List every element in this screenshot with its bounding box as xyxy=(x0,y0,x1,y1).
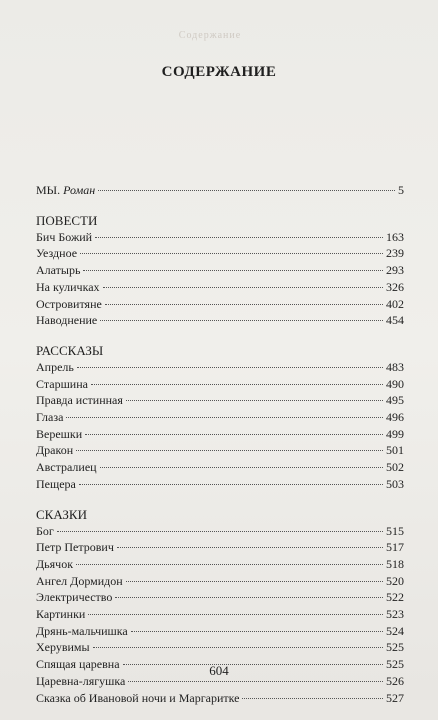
toc-entry-name: Дьячок xyxy=(36,556,74,571)
dot-leader xyxy=(88,614,383,615)
page-number: 604 xyxy=(209,663,229,678)
toc-entry xyxy=(36,623,404,640)
dot-leader xyxy=(79,484,383,485)
table-of-contents xyxy=(36,182,404,720)
dot-leader xyxy=(93,647,383,648)
toc-entry xyxy=(36,376,404,393)
toc-entry-page: 525 xyxy=(386,657,404,672)
toc-entry-name: Сказка об Ивановой ночи и Маргаритке xyxy=(36,690,240,705)
dot-leader xyxy=(76,564,383,565)
toc-entry xyxy=(36,182,404,199)
dot-leader xyxy=(76,450,383,451)
toc-entry-page: 525 xyxy=(386,640,404,655)
dot-leader xyxy=(100,320,383,321)
dot-leader xyxy=(105,304,383,305)
dot-leader xyxy=(103,287,383,288)
dot-leader xyxy=(115,597,383,598)
toc-sections xyxy=(36,213,404,707)
toc-entry-page: 520 xyxy=(386,573,404,588)
dot-leader xyxy=(242,698,383,699)
dot-leader xyxy=(80,253,383,254)
toc-entry-page: 503 xyxy=(386,476,404,491)
toc-entry xyxy=(36,442,404,459)
toc-entry xyxy=(36,459,404,476)
dot-leader xyxy=(57,531,383,532)
toc-entry-page: 454 xyxy=(386,313,404,328)
toc-entry xyxy=(36,229,404,246)
toc-entry-page: 517 xyxy=(386,540,404,555)
toc-entry-name: Херувимы xyxy=(36,640,90,655)
toc-entry xyxy=(36,690,404,707)
dot-leader xyxy=(66,417,383,418)
toc-entry-name: Наводнение xyxy=(36,313,98,328)
section-title: СКАЗКИ xyxy=(36,506,87,522)
toc-entry-name: Островитяне xyxy=(36,296,102,311)
toc-entry-page: 523 xyxy=(386,607,404,622)
toc-section xyxy=(36,213,404,329)
toc-entry-page: 515 xyxy=(386,523,404,538)
toc-entry-page: 490 xyxy=(386,376,404,391)
toc-entry-name: Царевна-лягушка xyxy=(36,673,126,688)
dot-leader xyxy=(128,681,383,682)
toc-entry-page: 326 xyxy=(386,279,404,294)
toc-entry xyxy=(36,312,404,329)
toc-entry-page: 502 xyxy=(386,460,404,475)
toc-entry-name: Дрянь-мальчишка xyxy=(36,623,128,638)
toc-entry-name xyxy=(36,182,95,199)
toc-entry-name: Бог xyxy=(36,523,54,538)
toc-entry xyxy=(36,476,404,493)
dot-leader xyxy=(83,270,383,271)
toc-entry-name: Правда истинная xyxy=(36,393,123,408)
toc-entry xyxy=(36,556,404,573)
toc-entry xyxy=(36,409,404,426)
toc-entry xyxy=(36,639,404,656)
toc-entry xyxy=(36,262,404,279)
toc-entry-name: Пещера xyxy=(36,476,76,491)
toc-entry xyxy=(36,606,404,623)
toc-entry-name: Ангел Дормидон xyxy=(36,573,123,588)
dot-leader xyxy=(95,237,383,238)
toc-entry-subtitle: Роман xyxy=(63,183,96,197)
dot-leader xyxy=(126,400,383,401)
toc-entry-page: 163 xyxy=(386,229,404,244)
toc-entry xyxy=(36,279,404,296)
running-head-bleedthrough: Содержание xyxy=(178,30,242,41)
toc-entry xyxy=(36,589,404,606)
toc-entry-name: Бич Божий xyxy=(36,229,93,244)
toc-entry-name: На куличках xyxy=(36,279,100,294)
toc-entry-page: 496 xyxy=(386,410,404,425)
section-title: ПОВЕСТИ xyxy=(36,212,98,228)
dot-leader xyxy=(131,631,383,632)
toc-entry xyxy=(36,359,404,376)
toc-entry xyxy=(36,426,404,443)
toc-entry-page: 239 xyxy=(386,246,404,261)
toc-entry xyxy=(36,539,404,556)
toc-entry-page: 527 xyxy=(386,690,404,705)
toc-entry-name: Старшина xyxy=(36,376,88,391)
toc-entry-name: Верешки xyxy=(36,426,83,441)
toc-entry-name: Глаза xyxy=(36,410,64,425)
toc-entry-name: Алатырь xyxy=(36,263,81,278)
toc-entry-name: Апрель xyxy=(36,359,74,374)
toc-entry-page: 522 xyxy=(386,590,404,605)
toc-entry-page: 501 xyxy=(386,443,404,458)
dot-leader xyxy=(117,547,383,548)
toc-entry-page: 526 xyxy=(386,673,404,688)
toc-entry-name: Картинки xyxy=(36,607,86,622)
toc-entry-name: Уездное xyxy=(36,246,78,261)
toc-entry-name: Дракон xyxy=(36,443,74,458)
toc-entry-page: 524 xyxy=(386,623,404,638)
toc-entry-name: Петр Петрович xyxy=(36,540,114,555)
toc-entry-page: 518 xyxy=(386,556,404,571)
toc-entry xyxy=(36,573,404,590)
toc-entry-name: Австралиец xyxy=(36,460,97,475)
toc-entry-page: 5 xyxy=(398,183,404,197)
toc-entry xyxy=(36,392,404,409)
toc-first-entry-block xyxy=(36,182,404,199)
toc-entry-name: Электричество xyxy=(36,590,113,605)
dot-leader xyxy=(126,581,383,582)
toc-entry-name: Спящая царевна xyxy=(36,657,120,672)
toc-entry-page: 483 xyxy=(386,359,404,374)
toc-entry xyxy=(36,296,404,313)
section-title: РАССКАЗЫ xyxy=(36,342,104,358)
toc-section xyxy=(36,343,404,493)
toc-entry xyxy=(36,245,404,262)
toc-entry-page: 499 xyxy=(386,426,404,441)
dot-leader xyxy=(100,467,383,468)
toc-entry xyxy=(36,523,404,540)
toc-entry-title: МЫ. xyxy=(36,183,61,197)
toc-entry-page: 293 xyxy=(386,263,404,278)
page-title: СОДЕРЖАНИЕ xyxy=(161,64,277,80)
dot-leader xyxy=(91,384,383,385)
toc-entry-page: 402 xyxy=(386,296,404,311)
dot-leader xyxy=(85,434,383,435)
dot-leader xyxy=(98,190,395,191)
dot-leader xyxy=(77,367,383,368)
toc-entry-page: 495 xyxy=(386,393,404,408)
